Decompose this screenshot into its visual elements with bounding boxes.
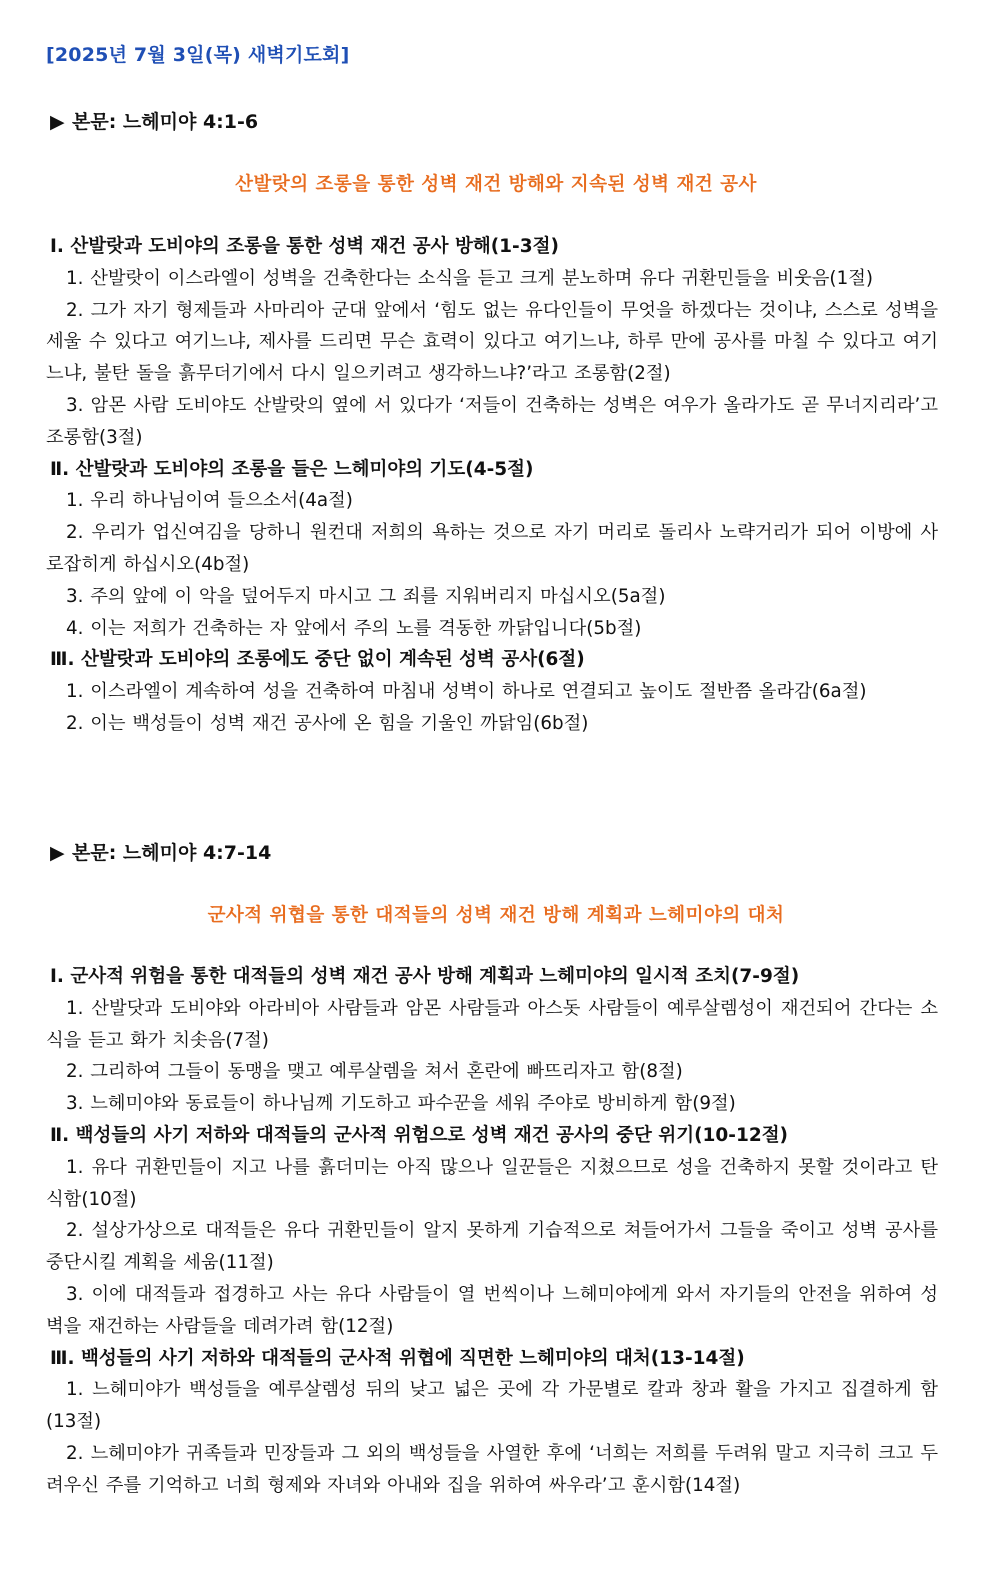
outline-item: 1. 산발닷과 도비야와 아라비아 사람들과 암몬 사람들과 아스돗 사람들이 예루살렘성이 재건되어 간다는 소식을 듣고 화가 치솟음(7절) bbox=[46, 997, 938, 1051]
outline-item: 2. 그리하여 그들이 동맹을 맺고 예루살렘을 쳐서 혼란에 빠뜨리자고 함(8절) bbox=[66, 1061, 683, 1083]
sermon-outline-1 bbox=[46, 231, 938, 740]
outline-heading: Ⅱ. 산발랏과 도비야의 조롱을 들은 느헤미야의 기도(4-5절) bbox=[50, 458, 534, 480]
sermon-title-1: 산발랏의 조롱을 통한 성벽 재건 방해와 지속된 성벽 재건 공사 bbox=[235, 174, 757, 195]
outline-item: 3. 주의 앞에 이 악을 덮어두지 마시고 그 죄를 지워버리지 마십시오(5a절) bbox=[66, 585, 666, 607]
outline-item: 1. 산발랏이 이스라엘이 성벽을 건축한다는 소식을 듣고 크게 분노하며 유다 귀환민들을 비웃음(1절) bbox=[66, 267, 873, 289]
passage-reference-1 bbox=[50, 107, 258, 134]
outline-item: 3. 느헤미야와 동료들이 하나님께 기도하고 파수꾼을 세워 주야로 방비하게 함(9절) bbox=[66, 1093, 736, 1115]
outline-item: 3. 이에 대적들과 접경하고 사는 유다 사람들이 열 번씩이나 느헤미야에게 와서 자기들의 안전을 위하여 성벽을 재건하는 사람들을 데려가려 함(12절) bbox=[46, 1283, 938, 1337]
outline-heading: Ⅰ. 산발랏과 도비야의 조롱을 통한 성벽 재건 공사 방해(1-3절) bbox=[50, 236, 559, 257]
passage-label: 본문: 느헤미야 4:1-6 bbox=[72, 111, 259, 133]
outline-item: 2. 이는 백성들이 성벽 재건 공사에 온 힘을 기울인 까닭임(6b절) bbox=[66, 712, 589, 734]
outline-heading: Ⅰ. 군사적 위험을 통한 대적들의 성벽 재건 공사 방해 계획과 느헤미야의 일시적 조치(7-9절) bbox=[50, 966, 800, 987]
outline-item: 1. 우리 하나님이여 들으소서(4a절) bbox=[66, 490, 353, 512]
passage-label: 본문: 느헤미야 4:7-14 bbox=[72, 842, 272, 864]
outline-item: 2. 우리가 업신여김을 당하니 원컨대 저희의 욕하는 것으로 자기 머리로 돌리사 노략거리가 되어 이방에 사로잡히게 하십시오(4b절) bbox=[46, 522, 938, 575]
sermon-title-2: 군사적 위협을 통한 대적들의 성벽 재건 방해 계획과 느헤미야의 대처 bbox=[207, 905, 785, 926]
outline-item: 2. 그가 자기 형제들과 사마리아 군대 앞에서 ‘힘도 없는 유다인들이 무엇을 하겠다는 것이냐, 스스로 성벽을 세울 수 있다고 여기느냐, 제사를 드리면 무슨 효력이 있다고 여기느냐, 하루 만에 공사를 마칠 수 있다고 여기느냐, 불탄 돌을 흙무더기에서 다시 일으키려고 생각하느냐?’라고 조롱함(2절) bbox=[46, 299, 938, 385]
outline-item: 3. 암몬 사람 도비야도 산발랏의 옆에 서 있다가 ‘저들이 건축하는 성벽은 여우가 올라가도 곧 무너지리라’고 조롱함(3절) bbox=[46, 394, 938, 448]
triangle-bullet-icon: ▶ bbox=[50, 111, 65, 133]
outline-heading: Ⅲ. 백성들의 사기 저하와 대적들의 군사적 위협에 직면한 느헤미야의 대처(13-14절) bbox=[50, 1347, 745, 1369]
outline-item: 1. 느헤미야가 백성들을 예루살렘성 뒤의 낮고 넓은 곳에 각 가문별로 칼과 창과 활을 가지고 집결하게 함(13절) bbox=[46, 1379, 938, 1433]
outline-heading: Ⅲ. 산발랏과 도비야의 조롱에도 중단 없이 계속된 성벽 공사(6절) bbox=[50, 649, 585, 671]
triangle-bullet-icon: ▶ bbox=[50, 842, 65, 864]
outline-item: 1. 이스라엘이 계속하여 성을 건축하여 마침내 성벽이 하나로 연결되고 높이도 절반쯤 올라감(6a절) bbox=[66, 681, 867, 703]
outline-item: 2. 설상가상으로 대적들은 유다 귀환민들이 알지 못하게 기습적으로 쳐들어가서 그들을 죽이고 성벽 공사를 중단시킬 계획을 세움(11절) bbox=[46, 1220, 938, 1274]
service-date-header: [2025년 7월 3일(목) 새벽기도회] bbox=[46, 44, 350, 66]
outline-item: 2. 느헤미야가 귀족들과 민장들과 그 외의 백성들을 사열한 후에 ‘너희는 저희를 두려워 말고 지극히 크고 두려우신 주를 기억하고 너희 형제와 자녀와 아내와 집을 위하여 싸우라’고 훈시함(14절) bbox=[46, 1442, 938, 1496]
passage-reference-2 bbox=[50, 838, 271, 865]
outline-heading: Ⅱ. 백성들의 사기 저하와 대적들의 군사적 위험으로 성벽 재건 공사의 중단 위기(10-12절) bbox=[50, 1124, 789, 1146]
outline-item: 1. 유다 귀환민들이 지고 나를 흙더미는 아직 많으나 일꾼들은 지쳤으므로 성을 건축하지 못할 것이라고 탄식함(10절) bbox=[46, 1156, 938, 1210]
outline-item: 4. 이는 저희가 건축하는 자 앞에서 주의 노를 격동한 까닭입니다(5b절) bbox=[66, 617, 642, 639]
sermon-outline-2 bbox=[46, 961, 938, 1502]
